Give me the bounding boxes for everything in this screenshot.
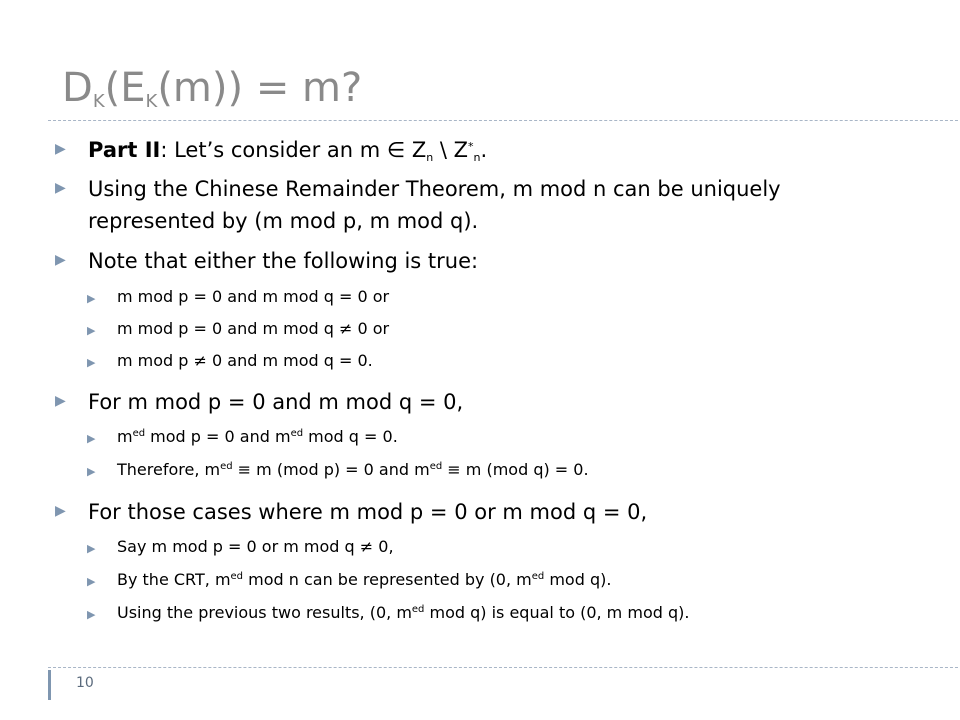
bullet-for-both-zero: For m mod p = 0 and m mod q = 0, xyxy=(88,390,464,414)
triangle-right-icon: ▶ xyxy=(87,356,96,369)
triangle-right-icon: ▶ xyxy=(55,141,66,157)
sub-bullet-therefore: Therefore, $m^{ed} \equiv m$ (mod p) = 0 and $m^{ed} \equiv m$ (mod q) = 0. xyxy=(117,460,589,479)
bullet-part-ii: Part II: Let’s consider an m ∈ $Z_n$ \ $Z^*_n$. xyxy=(88,138,488,164)
bullet-crt-line1: Using the Chinese Remainder Theorem, m mod n can be uniquely xyxy=(88,177,781,201)
triangle-right-icon: ▶ xyxy=(87,608,96,621)
sub-bullet-case-2: m mod p = 0 and m mod q ≠ 0 or xyxy=(117,319,390,338)
triangle-right-icon: ▶ xyxy=(55,393,66,409)
bullet-for-those-cases: For those cases where m mod p = 0 or m mod q = 0, xyxy=(88,500,648,524)
sub-bullet-med-mod: $m^{ed}$ mod p = 0 and $m^{ed}$ mod q = 0. xyxy=(117,427,398,446)
sub-bullet-using-previous: Using the previous two results, (0, $m^{ed}$ mod q) is equal to (0, m mod q). xyxy=(117,603,690,622)
triangle-right-icon: ▶ xyxy=(55,503,66,519)
title-divider xyxy=(48,120,960,121)
sub-bullet-case-3: m mod p ≠ 0 and m mod q = 0. xyxy=(117,351,373,370)
slide-title: $D_K(E_K(m)) = m$? xyxy=(62,65,363,112)
triangle-right-icon: ▶ xyxy=(87,465,96,478)
triangle-right-icon: ▶ xyxy=(55,252,66,268)
sub-bullet-say: Say m mod p = 0 or m mod q ≠ 0, xyxy=(117,537,394,556)
footer-divider xyxy=(48,667,960,668)
triangle-right-icon: ▶ xyxy=(87,575,96,588)
footer-accent-bar xyxy=(48,670,51,700)
bullet-crt-line2: represented by (m mod p, m mod q). xyxy=(88,209,479,233)
sub-bullet-case-1: m mod p = 0 and m mod q = 0 or xyxy=(117,287,390,306)
bullet-note: Note that either the following is true: xyxy=(88,249,479,273)
triangle-right-icon: ▶ xyxy=(55,180,66,196)
triangle-right-icon: ▶ xyxy=(87,542,96,555)
triangle-right-icon: ▶ xyxy=(87,324,96,337)
triangle-right-icon: ▶ xyxy=(87,432,96,445)
page-number: 10 xyxy=(76,675,94,691)
sub-bullet-by-crt: By the CRT, $m^{ed}$ mod n can be represented by (0, $m^{ed}$ mod q). xyxy=(117,570,612,589)
triangle-right-icon: ▶ xyxy=(87,292,96,305)
